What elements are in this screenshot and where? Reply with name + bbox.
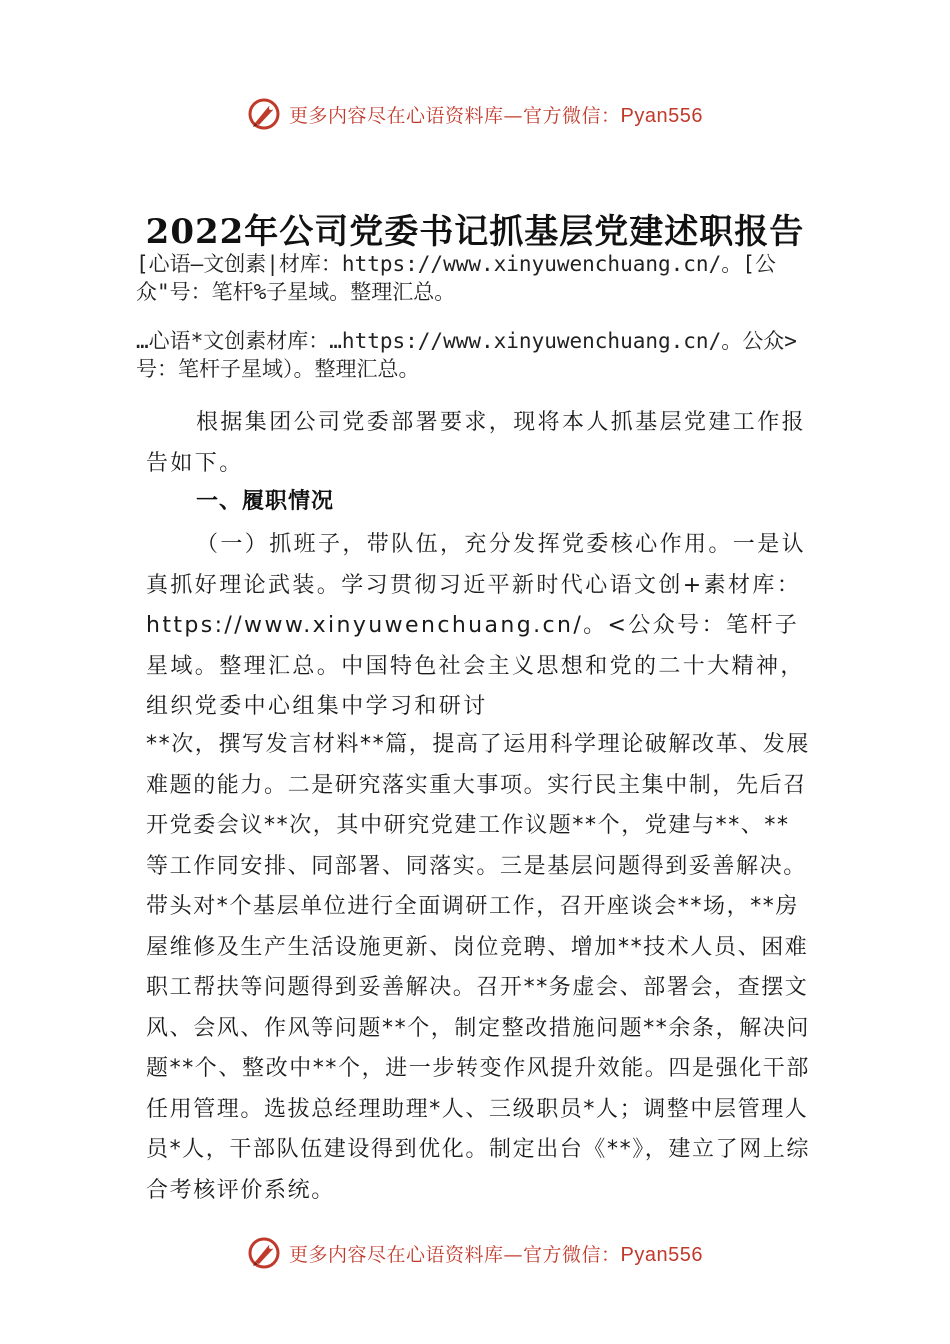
- banner-wechat-id: Pyan556: [620, 104, 703, 127]
- pen-nib-logo-icon: [247, 97, 281, 131]
- body-paragraph-1: （一）抓班子，带队伍，充分发挥党委核心作用。一是认真抓好理论武装。学习贯彻习近平新时代心语文创+素材库：https://www.xinyuwenchuang.cn/。<公众号：笔杆子星域。整理汇总。中国特色社会主义思想和党的二十大精神，组织党委中心组集中学习和研讨: [146, 532, 807, 719]
- banner-wechat-id: Pyan556: [620, 1243, 703, 1266]
- banner-wechat-label: 官方微信：: [523, 1243, 621, 1266]
- source-note-1: [心语—文创素|材库：https://www.xinyuwenchuang.cn/。[公众"号：笔杆%子星域。整理汇总。: [136, 252, 776, 304]
- body-paragraph-2: **次，撰写发言材料**篇，提高了运用科学理论破解改革、发展难题的能力。二是研究落实重大事项。实行民主集中制，先后召开党委会议**次，其中研究党建工作议题**个，党建与**、**等工作同安排、同部署、同落实。三是基层问题得到妥善解决。带头对*个基层单位进行全面调研工作，召开座谈会**场，**房屋维修及生产生活设施更新、岗位竞聘、增加**技术人员、困难职工帮扶等问题得到妥善解决。召开**务虚会、部署会，查摆文风、会风、作风等问题**个，制定整改措施问题**余条，解决问题**个、整改中**个，进一步转变作风提升效能。四是强化干部任用管理。选拔总经理助理*人、三级职员*人；调整中层管理人员*人，干部队伍建设得到优化。制定出台《**》，建立了网上综合考核评价系统。: [146, 732, 811, 1203]
- banner-text: [289, 1240, 703, 1267]
- banner-slogan: 更多内容尽在心语资料库—: [289, 1243, 524, 1266]
- document-title: 2022年公司党委书记抓基层党建述职报告: [145, 212, 805, 252]
- footer-banner: [0, 1233, 950, 1273]
- pen-nib-logo-icon: [247, 1236, 281, 1270]
- banner-wechat-label: 官方微信：: [523, 104, 621, 127]
- intro-paragraph: 根据集团公司党委部署要求，现将本人抓基层党建工作报告如下。: [146, 410, 807, 476]
- banner-slogan: 更多内容尽在心语资料库—: [289, 104, 524, 127]
- header-banner: [0, 94, 950, 134]
- source-note-2: …心语*文创素材库：…https://www.xinyuwenchuang.cn/。公众>号：笔杆子星域）。整理汇总。: [136, 329, 797, 381]
- section-heading-1: 一、履职情况: [196, 489, 335, 514]
- banner-text: [289, 101, 703, 128]
